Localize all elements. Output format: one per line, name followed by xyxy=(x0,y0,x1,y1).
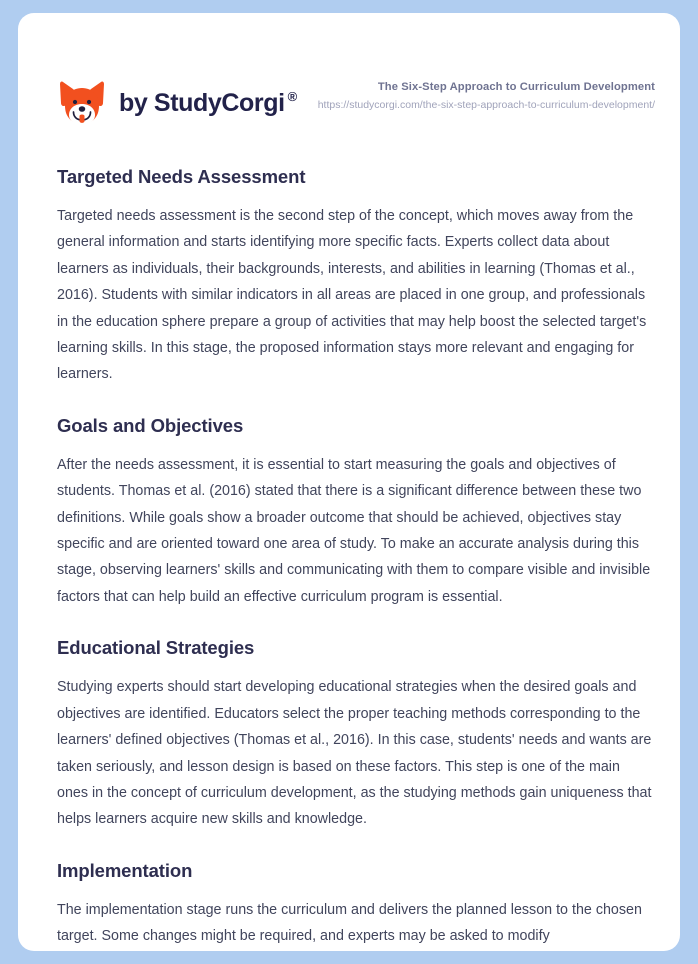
header-meta xyxy=(305,79,655,112)
brand-lockup xyxy=(57,75,297,131)
document-page-card xyxy=(18,13,680,951)
article-section xyxy=(57,165,654,388)
article-section xyxy=(57,636,654,832)
section-paragraph: After the needs assessment, it is essential to start measuring the goals and objectives of students. Thomas et al. (2016) stated that there is a significant difference between these two definitions. While goals show a broader outcome that should be achieved, objectives stay specific and are oriented toward one area of study. To make an accurate analysis during this stage, observing learners' skills and communicating with them to compare visible and invisible factors that can help build an effective curriculum program is essential. xyxy=(57,456,651,605)
corgi-logo-icon xyxy=(57,78,107,128)
section-heading: Goals and Objectives xyxy=(57,414,244,436)
document-header xyxy=(18,13,680,145)
section-heading: Educational Strategies xyxy=(57,637,255,659)
section-heading: Targeted Needs Assessment xyxy=(57,166,306,187)
article-section xyxy=(57,414,654,610)
section-paragraph: Targeted needs assessment is the second step of the concept, which moves away from the general information and starts identifying more specific facts. Experts collect data about learners as individuals, their backgrounds, interests, and abilities in learning (Thomas et al., 2016). Students with similar indicators in all areas are placed in one group, and professionals in the education sphere prepare a group of activities that may help boost the selected target's learning skills. In this stage, the proposed information stays more relevant and engaging for learners. xyxy=(57,208,647,383)
section-paragraph: The implementation stage runs the curriculum and delivers the planned lesson to the chosen target. Some changes might be required, and experts may be asked to modify xyxy=(57,901,642,945)
brand-name xyxy=(119,89,297,118)
section-paragraph: Studying experts should start developing educational strategies when the desired goals and objectives are identified. Educators select the proper teaching methods corresponding to the learners' defined objectives (Thomas et al., 2016). In this case, students' needs and wants are taken seriously, and lesson design is based on these factors. This step is one of the main ones in the concept of curriculum development, as the studying methods gain uniqueness that helps learners acquire new skills and knowledge. xyxy=(57,679,652,828)
article-section xyxy=(57,859,654,950)
registered-trademark-icon: ® xyxy=(287,89,297,105)
document-url[interactable]: https://studycorgi.com/the-six-step-approach-to-curriculum-development/ xyxy=(317,99,655,111)
brand-name-text: by StudyCorgi xyxy=(119,88,285,117)
article-body xyxy=(57,165,654,950)
section-heading: Implementation xyxy=(57,859,193,881)
document-title: The Six-Step Approach to Curriculum Development xyxy=(377,81,655,93)
